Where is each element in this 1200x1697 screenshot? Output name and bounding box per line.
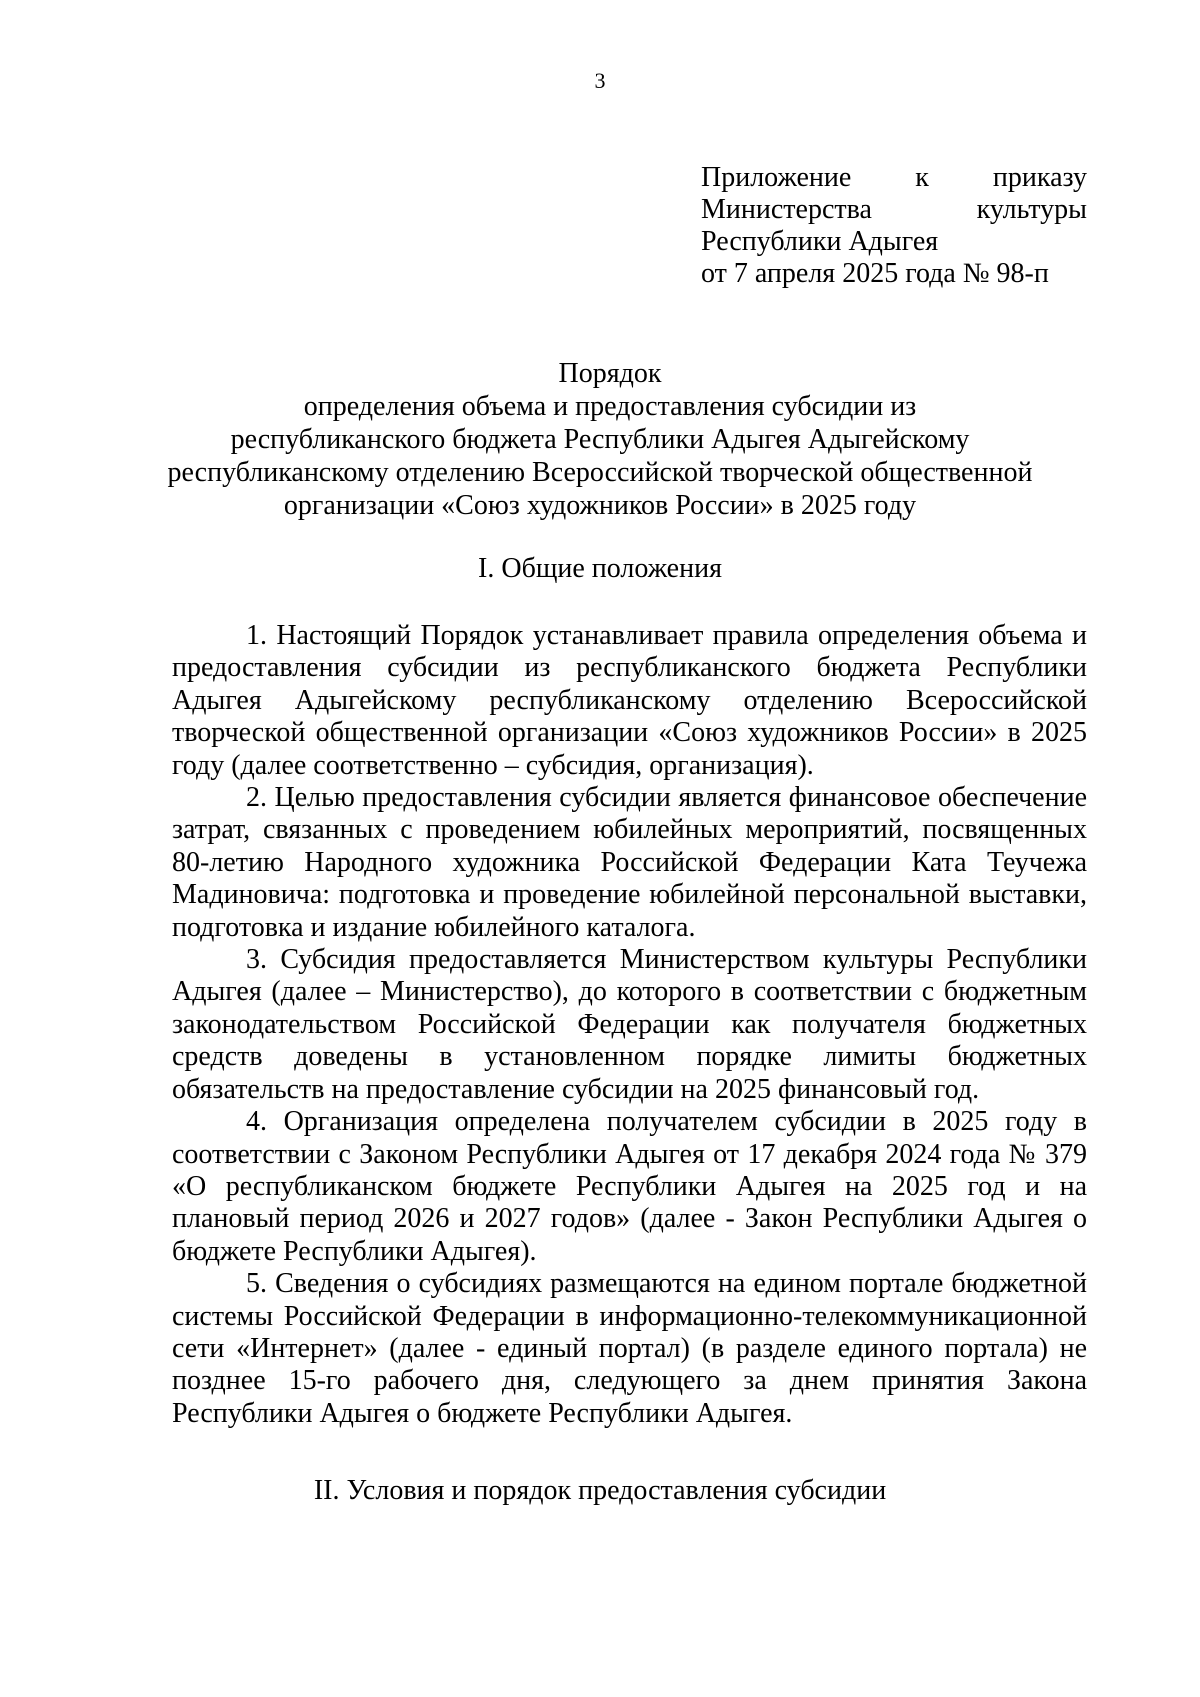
appendix-word-5: культуры [976, 194, 1087, 225]
section-heading-1: I. Общие положения [478, 553, 722, 584]
paragraph-2: 2. Целью предоставления субсидии является финансовое обеспечение затрат, связанных с проведением юбилейных мероприятий, посвященных 80-летию Народного художника Российской Федерации Ката Теучежа Мадиновича: подготовка и проведение юбилейной персональной выставки, подготовка и издание юбилейного каталога. [172, 782, 1087, 943]
appendix-word-1: Приложение [701, 162, 852, 193]
appendix-block [701, 162, 1087, 290]
document-body [172, 620, 1087, 1430]
title-heading: Порядок [558, 358, 662, 389]
page-number: 3 [594, 68, 606, 93]
title-line-1: определения объема и предоставления субсидии из [303, 391, 917, 422]
paragraph-1: 1. Настоящий Порядок устанавливает правила определения объема и предоставления субсидии из республиканского бюджета Республики Адыгея Адыгейскому республиканскому отделению Всероссийской творческой общественной организации «Союз художников России» в 2025 году (далее соответственно – субсидия, организация). [172, 620, 1087, 781]
appendix-order-date: от 7 апреля 2025 года № 98-п [701, 258, 1049, 289]
appendix-line-2 [701, 194, 1087, 226]
title-line-3: республиканскому отделению Всероссийской творческой общественной [167, 457, 1033, 488]
title-line-2: республиканского бюджета Республики Адыгея Адыгейскому [230, 424, 970, 455]
paragraph-3: 3. Субсидия предоставляется Министерством культуры Республики Адыгея (далее – Министерство), до которого в соответствии с бюджетным законодательством Российской Федерации как получателя бюджетных средств доведены в установленном порядке лимиты бюджетных обязательств на предоставление субсидии на 2025 финансовый год. [172, 944, 1087, 1105]
appendix-word-3: приказу [992, 162, 1087, 193]
appendix-word-2: к [915, 162, 929, 193]
document-title [0, 357, 1200, 522]
paragraph-5: 5. Сведения о субсидиях размещаются на едином портале бюджетной системы Российской Федерации в информационно-телекоммуникационной сети «Интернет» (далее - единый портал) (в разделе единого портала) не позднее 15-го рабочего дня, следующего за днем принятия Закона Республики Адыгея о бюджете Республики Адыгея. [172, 1268, 1087, 1429]
appendix-line-3: Республики Адыгея [701, 226, 939, 257]
title-line-4: организации «Союз художников России» в 2025 году [283, 490, 917, 521]
section-heading-2: II. Условия и порядок предоставления субсидии [313, 1475, 887, 1506]
appendix-line-1 [701, 162, 1087, 194]
appendix-word-4: Министерства [701, 194, 872, 225]
paragraph-4: 4. Организация определена получателем субсидии в 2025 году в соответствии с Законом Республики Адыгея от 17 декабря 2024 года № 379 «О республиканском бюджете Республики Адыгея на 2025 год и на плановый период 2026 и 2027 годов» (далее - Закон Республики Адыгея о бюджете Республики Адыгея). [172, 1106, 1087, 1267]
